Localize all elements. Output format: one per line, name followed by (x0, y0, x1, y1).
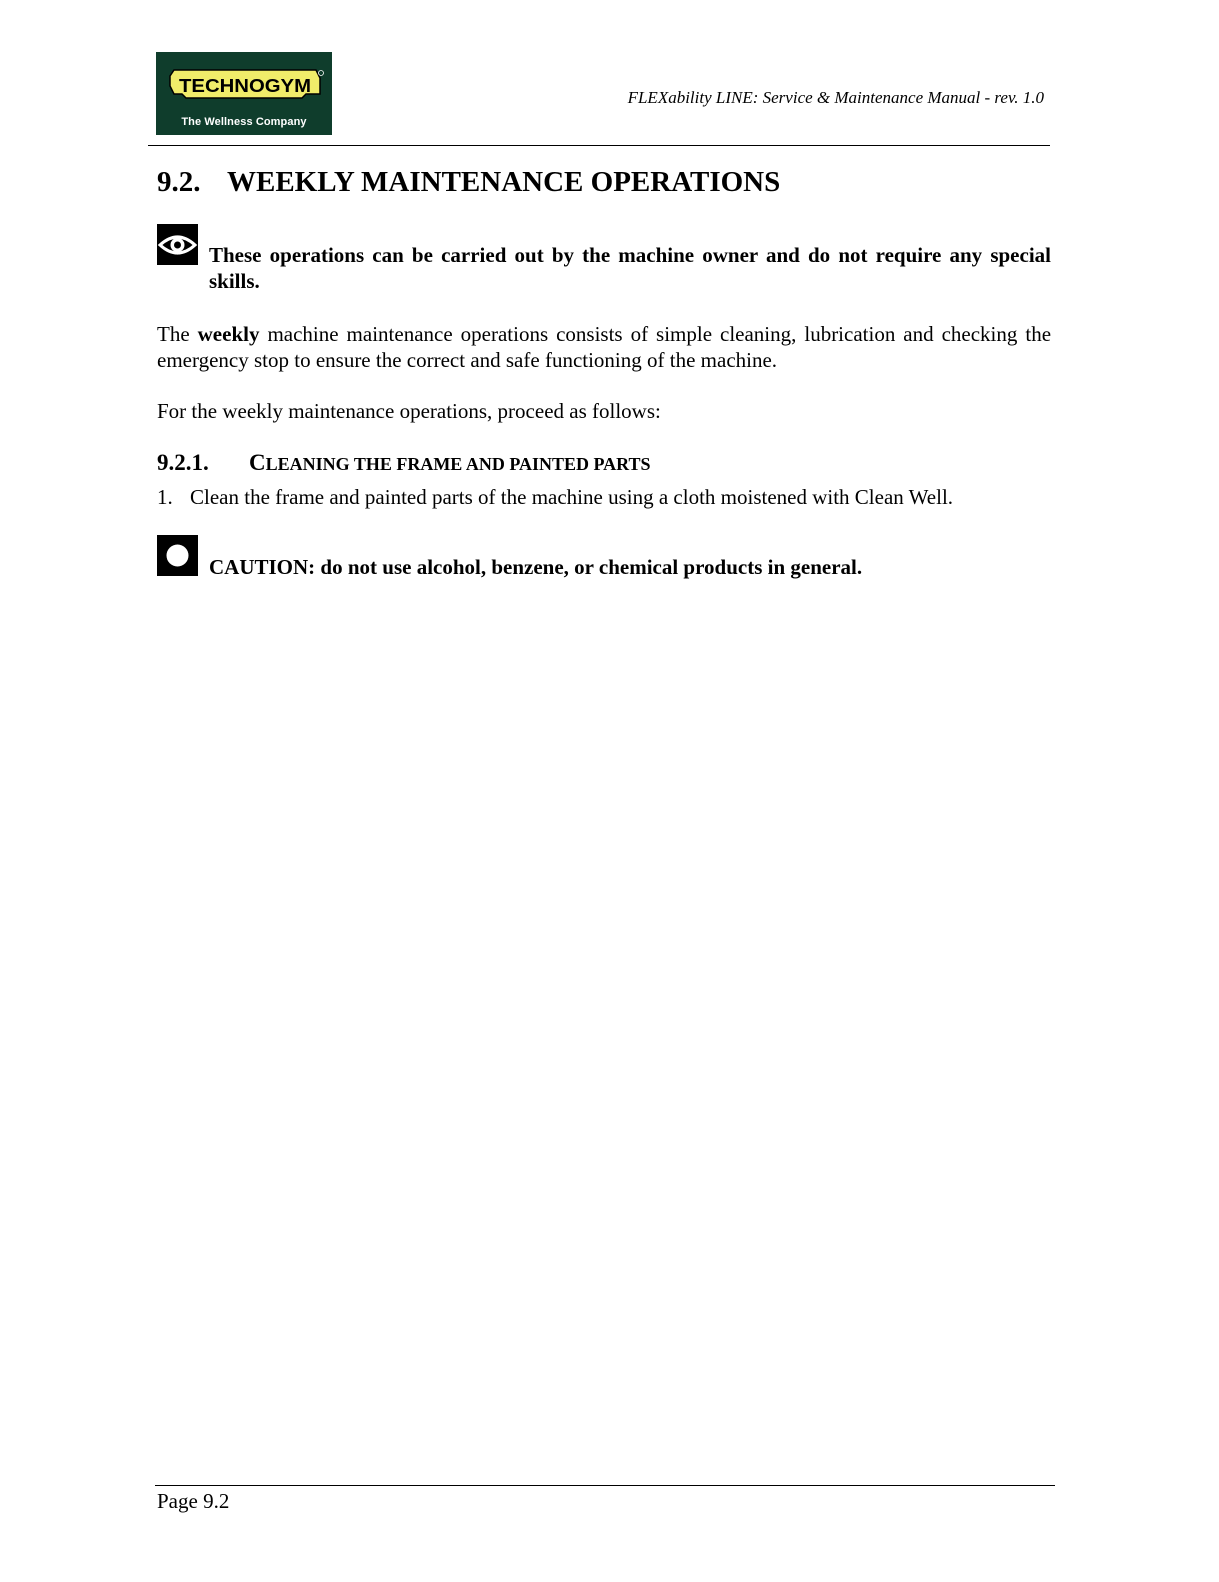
page-number: Page 9.2 (157, 1489, 230, 1513)
section-number: 9.2. (157, 166, 201, 198)
subsection-heading (157, 450, 651, 476)
instructions-paragraph: For the weekly maintenance operations, proceed as follows: (157, 399, 661, 423)
info-note: These operations can be carried out by the machine owner and do not require any special skills. (209, 243, 1051, 293)
section-heading (157, 166, 780, 199)
eye-icon (157, 224, 198, 265)
technogym-logo (156, 52, 332, 135)
list-item-text: Clean the frame and painted parts of the machine using a cloth moistened with Clean Well. (190, 485, 954, 509)
list-marker: 1. (157, 485, 173, 509)
manual-title: FLEXability LINE: Service & Maintenance Manual - rev. 1.0 (627, 88, 1044, 107)
footer-rule (155, 1485, 1055, 1486)
list-item (157, 484, 953, 510)
intro-rest: machine maintenance operations consists of simple cleaning, lubrication and checking the emergency stop to ensure the correct and safe functioning of the machine. (157, 322, 1052, 372)
caution-note: CAUTION: do not use alcohol, benzene, or chemical products in general. (209, 555, 863, 579)
header-rule (148, 145, 1050, 146)
stop-icon (157, 535, 198, 576)
logo-tagline: The Wellness Company (181, 116, 307, 128)
intro-paragraph (157, 321, 1051, 373)
logo-wordmark: TECHNOGYM (179, 76, 311, 96)
section-title: WEEKLY MAINTENANCE OPERATIONS (227, 166, 781, 198)
subsection-number: 9.2.1. (157, 450, 209, 475)
intro-bold-word: weekly (197, 322, 260, 346)
subsection-title-initial: C (249, 450, 266, 475)
intro-prefix: The (157, 322, 190, 346)
logo-graphic (156, 52, 332, 112)
subsection-title-rest: LEANING THE FRAME AND PAINTED PARTS (265, 454, 651, 474)
